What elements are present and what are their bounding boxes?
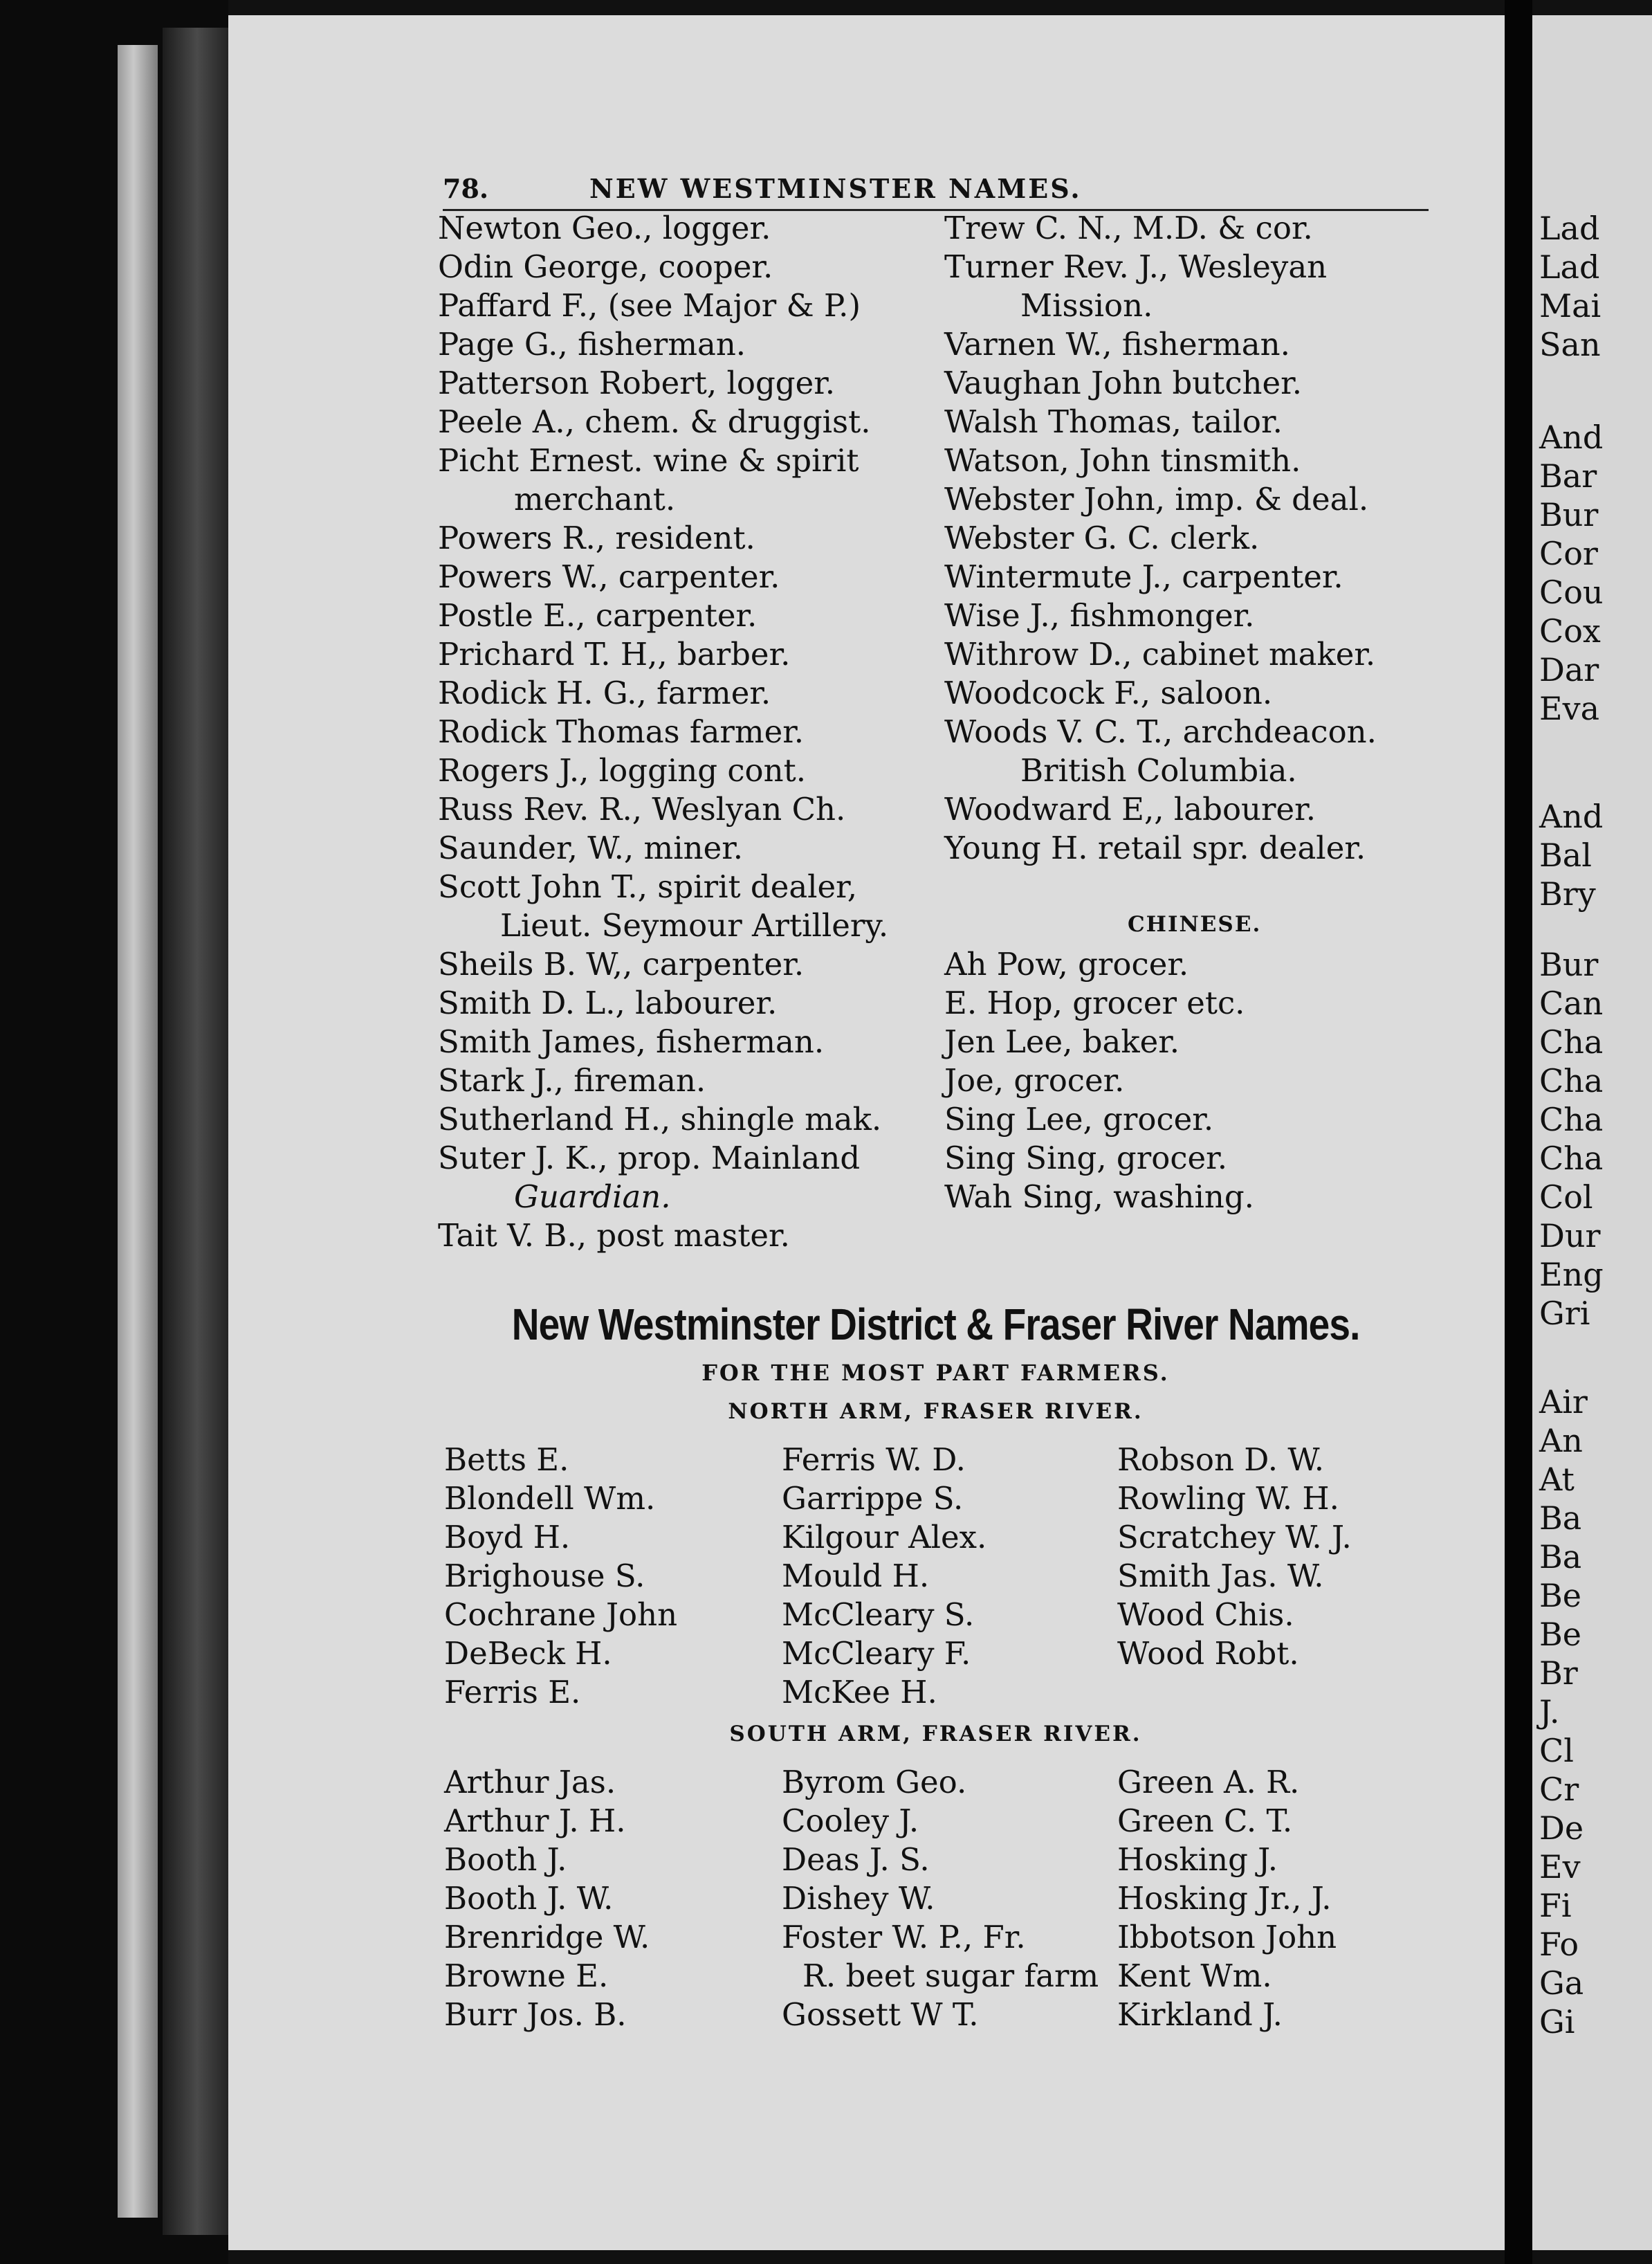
page-number: 78. bbox=[443, 173, 489, 204]
next-page-fragment: Bry bbox=[1539, 875, 1596, 913]
north-arm-entry: Smith Jas. W. bbox=[1117, 1558, 1324, 1594]
south-arm-entry: Kent Wm. bbox=[1117, 1957, 1272, 1994]
right-entry: Vaughan John butcher. bbox=[944, 365, 1303, 401]
north-arm-heading: NORTH ARM, FRASER RIVER. bbox=[728, 1399, 1144, 1424]
south-arm-heading: SOUTH ARM, FRASER RIVER. bbox=[729, 1722, 1142, 1746]
next-page-fragment: Gi bbox=[1539, 2003, 1575, 2041]
right-entry: Trew C. N., M.D. & cor. bbox=[944, 210, 1313, 246]
next-page-fragment: De bbox=[1539, 1809, 1584, 1847]
left-entry-continuation: Guardian. bbox=[514, 1178, 671, 1215]
south-arm-entry: Green A. R. bbox=[1117, 1764, 1300, 1800]
next-page-fragment: An bbox=[1539, 1422, 1583, 1459]
next-page-fragment: Cha bbox=[1539, 1023, 1604, 1061]
south-arm-entry: Brenridge W. bbox=[444, 1919, 650, 1955]
right-entry: Withrow D., cabinet maker. bbox=[944, 636, 1376, 673]
left-entry: Newton Geo., logger. bbox=[438, 210, 771, 246]
left-entry: Sutherland H., shingle mak. bbox=[438, 1101, 882, 1138]
right-entry-continuation: Mission. bbox=[1020, 287, 1153, 324]
north-arm-entry: McCleary F. bbox=[782, 1635, 971, 1672]
next-page-fragment: Mai bbox=[1539, 287, 1601, 325]
left-entry: Russ Rev. R., Weslyan Ch. bbox=[438, 791, 846, 828]
next-page-fragment: San bbox=[1539, 326, 1601, 363]
next-page-fragment: Be bbox=[1539, 1577, 1582, 1614]
north-arm-entry: Wood Chis. bbox=[1117, 1596, 1294, 1633]
left-entry-continuation: Lieut. Seymour Artillery. bbox=[500, 907, 889, 944]
north-arm-entry: Ferris E. bbox=[444, 1674, 581, 1710]
south-arm-entry-continuation: R. beet sugar farm bbox=[802, 1957, 1099, 1994]
next-page-fragment: And bbox=[1539, 419, 1604, 456]
next-page-fragment: Bur bbox=[1539, 496, 1599, 533]
north-arm-entry: Mould H. bbox=[782, 1558, 930, 1594]
left-entry: Picht Ernest. wine & spirit bbox=[438, 442, 859, 479]
chinese-entry: Wah Sing, washing. bbox=[944, 1178, 1254, 1215]
left-entry: Rodick Thomas farmer. bbox=[438, 713, 805, 750]
left-entry: Suter J. K., prop. Mainland bbox=[438, 1140, 861, 1176]
south-arm-entry: Browne E. bbox=[444, 1957, 609, 1994]
right-entry: Varnen W., fisherman. bbox=[944, 326, 1290, 363]
south-arm-entry: Booth J. bbox=[444, 1841, 567, 1878]
right-entry: Wise J., fishmonger. bbox=[944, 597, 1255, 634]
next-page-fragment: And bbox=[1539, 798, 1604, 835]
next-page-fragment: Ga bbox=[1539, 1964, 1584, 2002]
district-subtitle: FOR THE MOST PART FARMERS. bbox=[701, 1360, 1170, 1386]
next-page-fragment: Cha bbox=[1539, 1062, 1604, 1099]
next-page-fragment: Can bbox=[1539, 985, 1604, 1022]
right-entry: Woodward E,, labourer. bbox=[944, 791, 1316, 828]
next-page-fragment: Cha bbox=[1539, 1101, 1604, 1138]
next-page-fragment: Cox bbox=[1539, 612, 1601, 650]
south-arm-entry: Gossett W T. bbox=[782, 1996, 979, 2033]
north-arm-entry: Robson D. W. bbox=[1117, 1441, 1325, 1478]
north-arm-entry: McCleary S. bbox=[782, 1596, 975, 1633]
binding-edge bbox=[118, 45, 158, 2218]
north-arm-entry: Boyd H. bbox=[444, 1519, 571, 1555]
south-arm-entry: Hosking J. bbox=[1117, 1841, 1278, 1878]
north-arm-entry: Blondell Wm. bbox=[444, 1480, 656, 1517]
right-entry: Woodcock F., saloon. bbox=[944, 675, 1273, 711]
left-entry: Powers R., resident. bbox=[438, 520, 755, 556]
left-entry: Smith D. L., labourer. bbox=[438, 985, 778, 1021]
right-entry: Wintermute J., carpenter. bbox=[944, 558, 1343, 595]
left-entry: Stark J., fireman. bbox=[438, 1062, 706, 1099]
next-page-fragment: At bbox=[1539, 1461, 1575, 1498]
next-page-fragment: Ev bbox=[1539, 1848, 1581, 1886]
left-entry: Page G., fisherman. bbox=[438, 326, 746, 363]
next-page-fragment: Bar bbox=[1539, 457, 1597, 495]
next-page-fragment: Cou bbox=[1539, 574, 1604, 611]
chinese-entry: Ah Pow, grocer. bbox=[944, 946, 1189, 983]
next-page-fragment: Eva bbox=[1539, 690, 1599, 727]
chinese-entry: Sing Lee, grocer. bbox=[944, 1101, 1214, 1138]
chinese-entry: E. Hop, grocer etc. bbox=[944, 985, 1245, 1021]
left-entry: Odin George, cooper. bbox=[438, 248, 773, 285]
north-arm-entry: Rowling W. H. bbox=[1117, 1480, 1339, 1517]
next-page-fragment: Col bbox=[1539, 1178, 1593, 1216]
north-arm-entry: Ferris W. D. bbox=[782, 1441, 966, 1478]
south-arm-entry: Kirkland J. bbox=[1117, 1996, 1283, 2033]
right-entry: Woods V. C. T., archdeacon. bbox=[944, 713, 1377, 750]
left-entry: Peele A., chem. & druggist. bbox=[438, 403, 871, 440]
south-arm-entry: Dishey W. bbox=[782, 1880, 935, 1917]
page-gutter bbox=[1505, 0, 1532, 2264]
next-page-fragment: Eng bbox=[1539, 1256, 1604, 1293]
left-entry: Paffard F., (see Major & P.) bbox=[438, 287, 861, 324]
next-page-fragment: Dar bbox=[1539, 651, 1599, 688]
left-entry: Sheils B. W,, carpenter. bbox=[438, 946, 805, 983]
next-page-fragment: Fi bbox=[1539, 1887, 1572, 1924]
district-title: New Westminster District & Fraser River Names. bbox=[511, 1299, 1360, 1349]
north-arm-entry: Garrippe S. bbox=[782, 1480, 964, 1517]
south-arm-entry: Deas J. S. bbox=[782, 1841, 930, 1878]
next-page-fragment: Cl bbox=[1539, 1732, 1574, 1769]
chinese-heading: CHINESE. bbox=[1128, 912, 1262, 937]
north-arm-entry: Cochrane John bbox=[444, 1596, 678, 1633]
left-entry: Patterson Robert, logger. bbox=[438, 365, 836, 401]
chinese-entry: Joe, grocer. bbox=[944, 1062, 1125, 1099]
left-entry: Prichard T. H,, barber. bbox=[438, 636, 791, 673]
left-entry: Tait V. B., post master. bbox=[438, 1217, 790, 1254]
north-arm-entry: DeBeck H. bbox=[444, 1635, 612, 1672]
next-page-fragment: Ba bbox=[1539, 1499, 1582, 1537]
running-title: NEW WESTMINSTER NAMES. bbox=[589, 173, 1082, 204]
left-entry: Saunder, W., miner. bbox=[438, 830, 744, 866]
next-page-fragment: Cr bbox=[1539, 1771, 1579, 1808]
left-entry: Scott John T., spirit dealer, bbox=[438, 868, 858, 905]
right-entry: Webster G. C. clerk. bbox=[944, 520, 1260, 556]
next-page-edge bbox=[1532, 15, 1652, 2250]
south-arm-entry: Booth J. W. bbox=[444, 1880, 614, 1917]
right-entry-continuation: British Columbia. bbox=[1020, 752, 1297, 789]
north-arm-entry: Wood Robt. bbox=[1117, 1635, 1299, 1672]
left-entry-continuation: merchant. bbox=[514, 481, 676, 518]
left-entry: Smith James, fisherman. bbox=[438, 1023, 825, 1060]
left-entry: Rogers J., logging cont. bbox=[438, 752, 807, 789]
next-page-fragment: Br bbox=[1539, 1654, 1578, 1692]
south-arm-entry: Foster W. P., Fr. bbox=[782, 1919, 1026, 1955]
south-arm-entry: Byrom Geo. bbox=[782, 1764, 967, 1800]
running-header bbox=[443, 166, 1429, 211]
binding-strip bbox=[163, 28, 232, 2235]
next-page-fragment: Air bbox=[1539, 1383, 1588, 1421]
south-arm-entry: Arthur Jas. bbox=[444, 1764, 616, 1800]
north-arm-entry: Scratchey W. J. bbox=[1117, 1519, 1352, 1555]
next-page-fragment: Bur bbox=[1539, 946, 1599, 983]
right-entry: Walsh Thomas, tailor. bbox=[944, 403, 1283, 440]
next-page-fragment: Fo bbox=[1539, 1926, 1579, 1963]
right-entry: Watson, John tinsmith. bbox=[944, 442, 1301, 479]
south-arm-entry: Ibbotson John bbox=[1117, 1919, 1337, 1955]
north-arm-entry: McKee H. bbox=[782, 1674, 937, 1710]
next-page-fragment: Dur bbox=[1539, 1217, 1601, 1254]
left-entry: Postle E., carpenter. bbox=[438, 597, 758, 634]
next-page-fragment: J. bbox=[1539, 1693, 1560, 1731]
next-page-fragment: Gri bbox=[1539, 1295, 1590, 1332]
right-entry: Young H. retail spr. dealer. bbox=[944, 830, 1366, 866]
south-arm-entry: Green C. T. bbox=[1117, 1802, 1293, 1839]
next-page-fragment: Ba bbox=[1539, 1538, 1582, 1576]
next-page-fragment: Bal bbox=[1539, 837, 1592, 874]
left-entry: Rodick H. G., farmer. bbox=[438, 675, 771, 711]
next-page-fragment: Cha bbox=[1539, 1140, 1604, 1177]
north-arm-entry: Brighouse S. bbox=[444, 1558, 645, 1594]
right-entry: Turner Rev. J., Wesleyan bbox=[944, 248, 1328, 285]
chinese-entry: Sing Sing, grocer. bbox=[944, 1140, 1228, 1176]
south-arm-entry: Burr Jos. B. bbox=[444, 1996, 627, 2033]
next-page-fragment: Lad bbox=[1539, 210, 1600, 247]
directory-page bbox=[228, 15, 1505, 2250]
next-page-fragment: Lad bbox=[1539, 248, 1600, 286]
south-arm-entry: Cooley J. bbox=[782, 1802, 919, 1839]
next-page-fragment: Cor bbox=[1539, 535, 1598, 572]
south-arm-entry: Arthur J. H. bbox=[444, 1802, 626, 1839]
north-arm-entry: Kilgour Alex. bbox=[782, 1519, 987, 1555]
north-arm-entry: Betts E. bbox=[444, 1441, 569, 1478]
south-arm-entry: Hosking Jr., J. bbox=[1117, 1880, 1332, 1917]
left-entry: Powers W., carpenter. bbox=[438, 558, 780, 595]
chinese-entry: Jen Lee, baker. bbox=[944, 1023, 1180, 1060]
right-entry: Webster John, imp. & deal. bbox=[944, 481, 1369, 518]
next-page-fragment: Be bbox=[1539, 1616, 1582, 1653]
